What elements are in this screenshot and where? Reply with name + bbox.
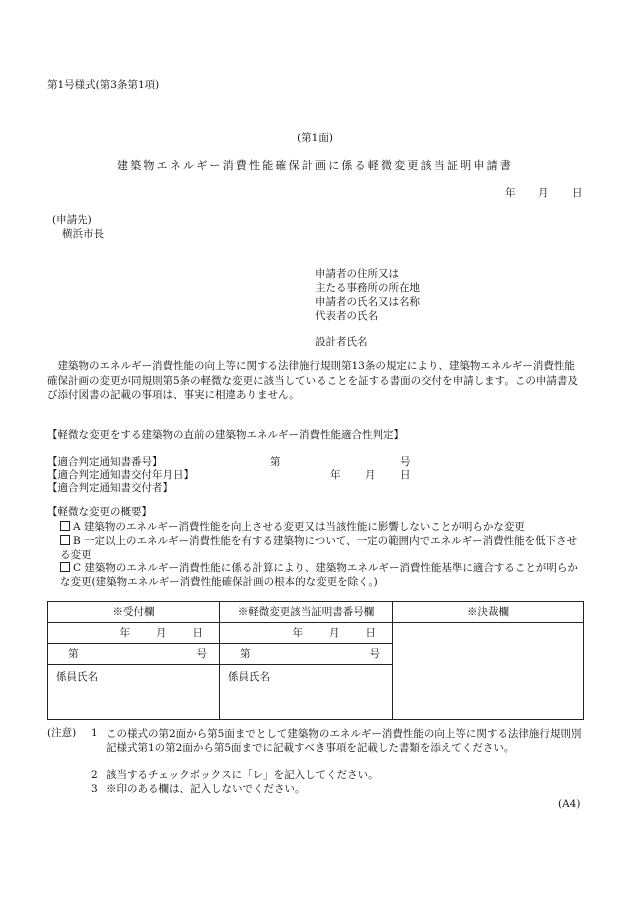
option-b-checkbox[interactable] [60,535,70,545]
certificate-go: 号 [369,647,380,660]
paper-size: (A4) [558,798,581,810]
reception-month: 月 [156,626,167,639]
page-label: (第1面) [297,132,333,144]
note-1-text: この様式の第2面から第5面までとして建築物のエネルギー消費性能の向上等に関する法律施行規則別記様式第1の第2面から第5面までに記載すべき事項を記載した書類を添えてください。 [106,728,582,754]
option-a-checkbox[interactable] [60,521,70,531]
option-c-code: C [73,562,82,574]
option-a-code: A [73,521,81,533]
option-c [60,561,585,589]
note-3-number: 3 [91,783,98,795]
certificate-number-column-header: ※軽微変更該当証明書番号欄 [220,602,393,623]
approval-column-header: ※決裁欄 [393,602,584,623]
certificate-staff-cell [220,665,393,720]
date-month: 月 [538,187,549,199]
notice-number-go: 号 [400,456,411,468]
note-2-number: 2 [91,769,98,781]
notice-date-label: 【適合判定通知書交付年月日】 [47,469,194,481]
reception-day: 日 [192,626,203,639]
reception-number-cell [48,644,220,665]
option-a [60,520,585,534]
certificate-month: 月 [329,626,340,639]
note-2-text: 該当するチェックボックスに「レ」を記入してください。 [106,769,379,781]
form-number: 第1号様式(第3条第1項) [47,79,160,91]
certificate-number-cell [220,644,393,665]
notice-number-dai: 第 [270,456,281,468]
reception-date-cell [48,623,220,644]
representative-name: 代表者の氏名 [315,310,378,322]
notes-label: (注意) [47,727,77,739]
notice-number-label: 【適合判定通知書番号】 [47,456,163,468]
reception-year: 年 [119,626,130,639]
reception-staff-label: 係員氏名 [56,671,98,683]
reception-go: 号 [196,647,207,660]
applicant-address-line2: 主たる事務所の所在地 [315,282,420,294]
reception-dai: 第 [68,647,79,660]
reception-staff-cell [48,665,220,720]
option-c-text: 建築物のエネルギー消費性能に係る計算により、建築物エネルギー消費性能基準に適合することが明らかな変更(建築物エネルギー消費性能確保計画の根本的な変更を除く。) [60,562,578,588]
certificate-date-cell [220,623,393,644]
section1-heading: 【軽微な変更をする建築物の直前の建築物エネルギー消費性能適合性判定】 [47,429,404,441]
date-year: 年 [505,187,516,199]
option-b [60,534,585,562]
option-b-code: B [73,535,81,547]
application-statement: 建築物のエネルギー消費性能の向上等に関する法律施行規則第13条の規定により、建築物エネルギー消費性能確保計画の変更が同規則第5条の軽微な変更に該当していることを証する書面の交付を申請します。この申請書及び添付図書の記載の事項は、事実に相違ありません。 [47,360,578,401]
certificate-year: 年 [292,626,303,639]
addressee-label: (申請先) [52,214,92,226]
notice-date-year: 年 [330,469,341,481]
office-use-table [47,601,584,720]
note-1-number: 1 [91,727,98,739]
certificate-day: 日 [365,626,376,639]
section2-heading: 【軽微な変更の概要】 [47,506,152,518]
note-3-text: ※印のある欄は、記入しないでください。 [106,783,306,795]
certificate-staff-label: 係員氏名 [228,671,270,683]
date-day: 日 [572,187,583,199]
reception-column-header: ※受付欄 [48,602,220,623]
applicant-address-line1: 申請者の住所又は [315,268,399,280]
option-c-checkbox[interactable] [60,562,70,572]
notice-issuer-label: 【適合判定通知書交付者】 [47,482,173,494]
notice-date-month: 月 [365,469,376,481]
document-title: 建築物エネルギー消費性能確保計画に係る軽微変更該当証明申請書 [117,159,513,172]
notice-date-day: 日 [400,469,411,481]
option-b-text: 一定以上のエネルギー消費性能を有する建築物について、一定の範囲内でエネルギー消費性能を低下させる変更 [60,535,578,561]
certificate-dai: 第 [240,647,251,660]
approval-cell [393,623,584,720]
applicant-name-line: 申請者の氏名又は名称 [315,296,420,308]
designer-name: 設計者氏名 [315,336,368,348]
addressee-name: 横浜市長 [62,228,104,240]
option-a-text: 建築物のエネルギー消費性能を向上させる変更又は当該性能に影響しないことが明らかな変更 [83,521,525,533]
